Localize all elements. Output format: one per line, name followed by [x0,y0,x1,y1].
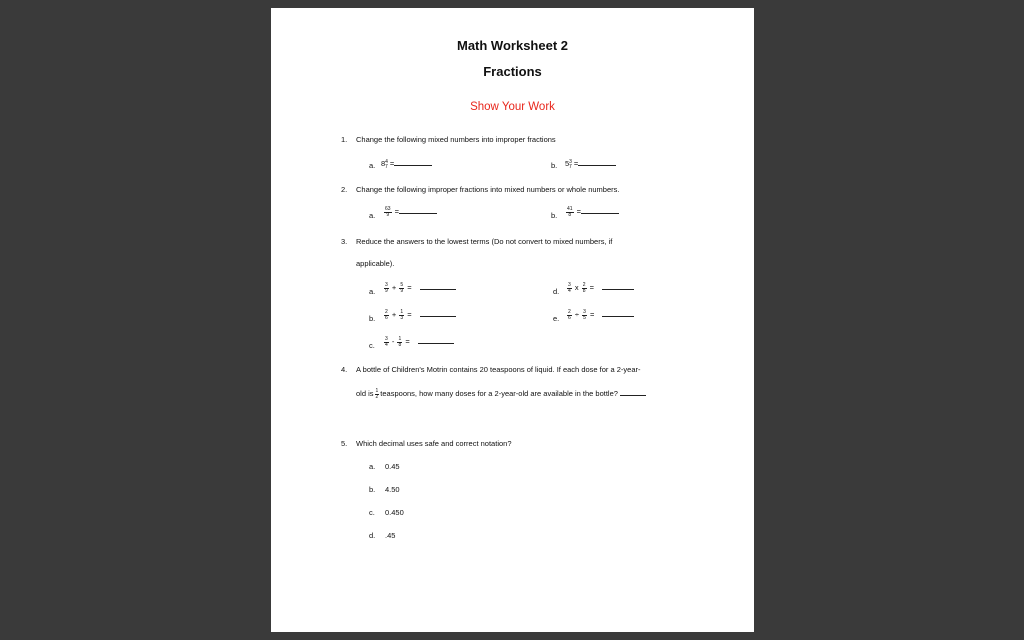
q3-b-num2: 1 [400,308,404,315]
q3-b-answer-blank[interactable] [420,309,456,317]
worksheet-title: Math Worksheet 2 [456,38,568,53]
q5-option-b-value[interactable]: 4.50 [385,485,400,494]
q4-text-line1: A bottle of Children's Motrin contains 20 teaspoons of liquid. If each dose for a 2-year- [356,365,641,374]
q1-a-whole: 8 [381,159,386,168]
q3-c-operator: - [391,337,395,346]
q4-text-line2 [356,388,646,400]
q5-option-a-value[interactable]: 0.45 [385,462,400,471]
worksheet-page [271,8,754,632]
q1-b-num: 3 [569,159,572,165]
q3-d-label: d. [553,287,560,296]
q3-d-answer-blank[interactable] [602,282,634,290]
q2-b-numerator: 41 [567,205,573,212]
q3-c-equals: = [405,337,410,346]
q5-number: 5. [341,439,348,448]
q2-b-fraction [566,207,574,218]
q2-b-denominator: 8 [568,211,572,218]
q3-c-answer-blank[interactable] [418,336,454,344]
q1-text: Change the following mixed numbers into improper fractions [356,135,556,144]
q3-d-den2: 8 [582,287,586,294]
q1-b-answer-blank[interactable] [578,158,616,166]
q2-a-answer-blank[interactable] [399,206,437,214]
q4-answer-blank[interactable] [620,388,646,396]
q2-a-numerator: 63 [385,205,391,212]
q5-option-c-value[interactable]: 0.450 [385,508,404,517]
q3-c-label: c. [369,341,375,350]
q4-text-after-fraction: teaspoons, how many doses for a 2-year-old are available in the bottle? [380,389,618,398]
q2-a-equals: = [394,207,400,216]
q3-e-equals: = [589,310,595,319]
q1-a-answer-blank[interactable] [394,158,432,166]
q3-b-label: b. [369,314,376,323]
q3-b-equals: = [407,310,412,319]
instruction-text: Show Your Work [470,101,555,113]
q3-e-answer-blank[interactable] [602,309,634,317]
q1-b-label: b. [551,161,558,170]
q3-b-operator: + [391,310,397,319]
q4-fraction [375,389,380,400]
q1-a-equals: = [389,159,395,168]
q1-number: 1. [341,135,348,144]
q4-number: 4. [341,365,348,374]
q3-a-label: a. [369,287,376,296]
q4-text-before-fraction: old is [356,389,374,398]
q1-b-equals: = [573,159,579,168]
q3-c-num1: 3 [385,335,388,342]
q3-d-equals: = [589,283,594,292]
q2-b-expression [565,206,619,218]
q4-fraction-denominator: 2 [375,393,379,400]
q2-b-answer-blank[interactable] [581,206,619,214]
q3-a-den2: 9 [400,287,404,294]
q3-b-den2: 3 [400,314,404,321]
q1-b-expression [565,158,616,168]
q3-b-num1: 2 [385,308,388,315]
q3-a-num2: 5 [400,281,404,288]
q4-fraction-numerator: 1 [375,387,379,394]
q3-a-den1: 9 [385,287,388,294]
q5-text: Which decimal uses safe and correct notation? [356,439,512,448]
q3-b-den1: 6 [385,314,388,321]
q2-text: Change the following improper fractions into mixed numbers or whole numbers. [356,185,620,194]
q1-b-den: 7 [568,164,572,170]
q3-a-equals: = [407,283,412,292]
q3-d-den1: 4 [568,287,571,294]
q3-a-expression [383,282,456,294]
q5-option-b-label: b. [369,485,376,494]
q3-e-den1: 6 [568,314,571,321]
q3-e-expression [566,309,634,321]
q2-b-equals: = [576,207,582,216]
q1-b-whole: 5 [565,159,570,168]
q3-e-operator: ÷ [574,310,579,319]
q3-c-num2: 1 [398,335,402,342]
q3-d-expression [566,282,634,294]
q2-a-expression [383,206,437,218]
q1-a-den: 7 [384,164,388,170]
q3-a-answer-blank[interactable] [420,282,456,290]
q3-d-operator: x [574,283,579,292]
q2-b-label: b. [551,211,558,220]
q3-a-operator: + [391,283,397,292]
q3-d-num1: 3 [568,281,571,288]
q1-a-expression [381,158,432,168]
q3-e-num2: 3 [583,308,586,315]
q3-e-den2: 5 [583,314,586,321]
q5-option-d-value[interactable]: .45 [385,531,396,540]
worksheet-subtitle: Fractions [483,64,542,79]
q5-option-a-label: a. [369,462,376,471]
q5-option-d-label: d. [369,531,376,540]
q2-a-denominator: 9 [386,211,390,218]
q3-c-den2: 8 [398,341,402,348]
q3-text-line2: applicable). [356,259,395,268]
q1-a-label: a. [369,161,376,170]
q3-number: 3. [341,237,348,246]
q3-c-expression [383,336,454,348]
q2-number: 2. [341,185,348,194]
q3-c-den1: 4 [385,341,388,348]
q3-d-num2: 2 [582,281,586,288]
q3-e-label: e. [553,314,560,323]
q3-text-line1: Reduce the answers to the lowest terms (Do not convert to mixed numbers, if [356,237,613,246]
q1-a-num: 4 [385,159,388,165]
q2-a-fraction [384,207,392,218]
q3-e-num1: 2 [568,308,571,315]
q5-option-c-label: c. [369,508,375,517]
q3-b-expression [383,309,456,321]
q3-a-num1: 3 [385,281,388,288]
q2-a-label: a. [369,211,376,220]
